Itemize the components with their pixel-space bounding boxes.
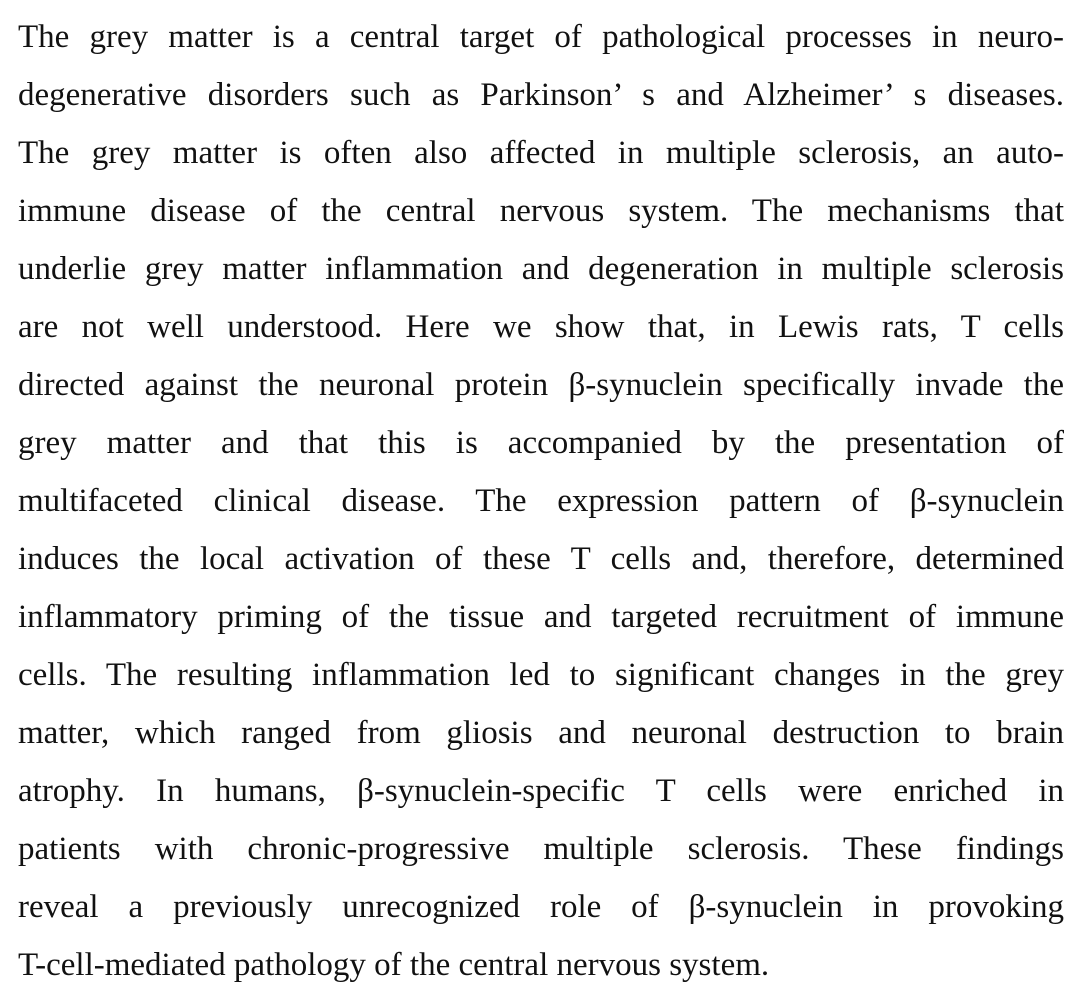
abstract-line-1: The grey matter is a central target of pathological processes in neuro- — [18, 19, 1064, 55]
abstract-paragraph — [18, 8, 1064, 994]
abstract-line-13: matter, which ranged from gliosis and neuronal destruction to brain — [18, 715, 1064, 751]
abstract-line-15: patients with chronic-progressive multiple sclerosis. These findings — [18, 831, 1064, 867]
abstract-line-9: multifaceted clinical disease. The expression pattern of β-synuclein — [18, 483, 1064, 519]
abstract-line-10: induces the local activation of these T cells and, therefore, determined — [18, 541, 1064, 577]
abstract-line-11: inflammatory priming of the tissue and targeted recruitment of immune — [18, 599, 1064, 635]
abstract-line-5: underlie grey matter inflammation and degeneration in multiple sclerosis — [18, 251, 1064, 287]
abstract-line-7: directed against the neuronal protein β-synuclein specifically invade the — [18, 367, 1064, 403]
abstract-line-3: The grey matter is often also affected in multiple sclerosis, an auto- — [18, 135, 1064, 171]
abstract-line-4: immune disease of the central nervous system. The mechanisms that — [18, 193, 1064, 229]
abstract-line-16: reveal a previously unrecognized role of β-synuclein in provoking — [18, 889, 1064, 925]
abstract-line-14: atrophy. In humans, β-synuclein-specific T cells were enriched in — [18, 773, 1064, 809]
abstract-line-6: are not well understood. Here we show that, in Lewis rats, T cells — [18, 309, 1064, 345]
abstract-line-2: degenerative disorders such as Parkinson’ s and Alzheimer’ s diseases. — [18, 77, 1064, 113]
abstract-line-8: grey matter and that this is accompanied by the presentation of — [18, 425, 1064, 461]
abstract-line-12: cells. The resulting inflammation led to significant changes in the grey — [18, 657, 1064, 693]
abstract-line-17: T-cell-mediated pathology of the central nervous system. — [18, 947, 770, 983]
